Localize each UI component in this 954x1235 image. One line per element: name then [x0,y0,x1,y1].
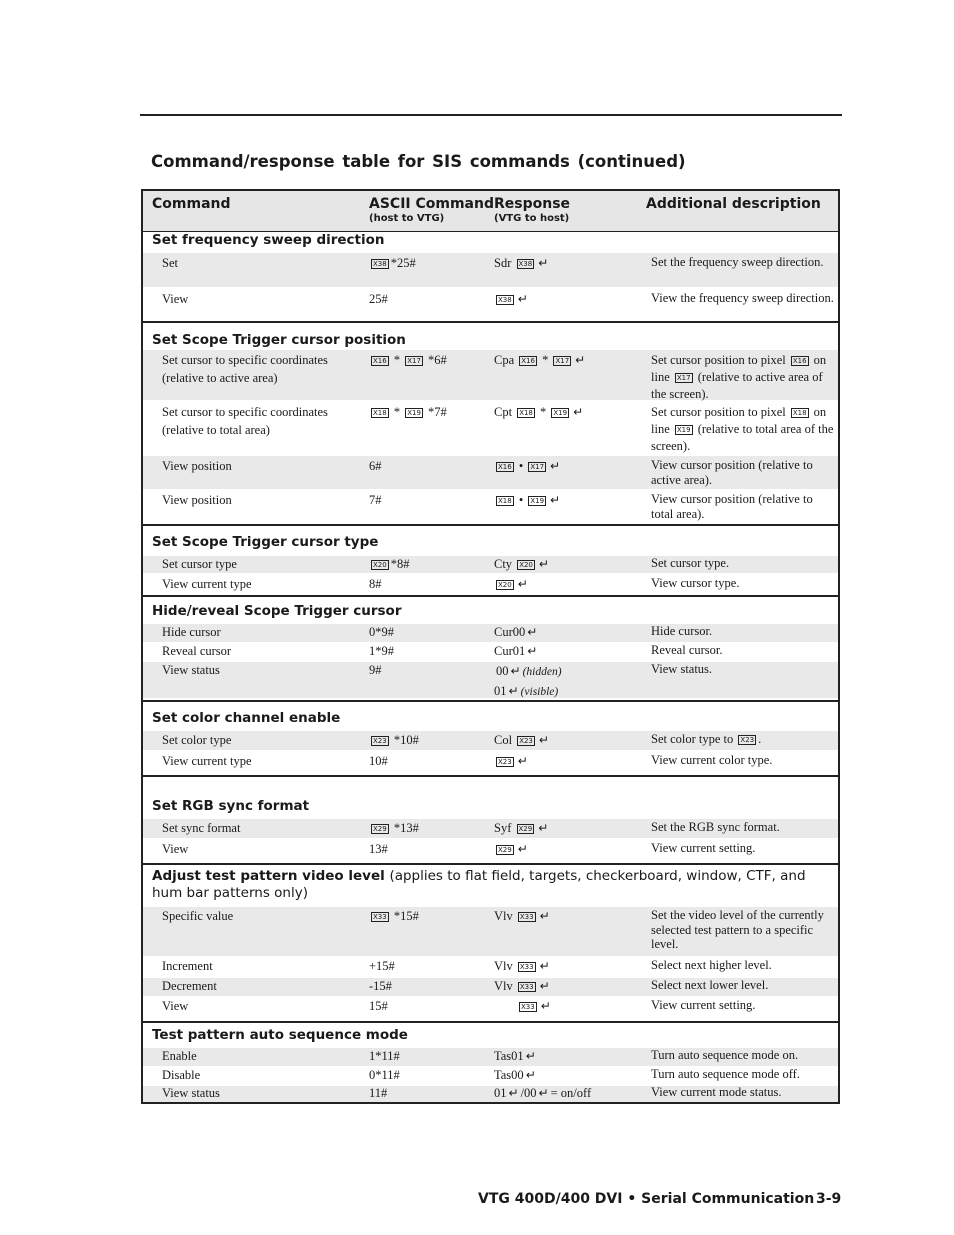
ascii-cell: X29 *13# [373,821,419,835]
variable-box: X29 [498,846,512,854]
header-response: Response [494,196,571,212]
return-icon: ↵ [538,733,549,747]
command-cell: Enable [162,1049,197,1063]
variable-box: X19 [553,409,568,417]
variable-box: X17 [676,374,691,382]
variable-box: X33 [521,1003,535,1011]
section-title-auto-sequence: Test pattern auto sequence mode [152,1027,408,1043]
ascii-cell: X38 *25# [373,256,416,270]
return-icon: ↵ [517,754,528,768]
page-number: 3-9 [816,1191,842,1207]
response-cell: Tas00 ↵ [494,1068,536,1082]
table-row [143,556,838,573]
variable-box: X19 [407,409,421,417]
command-cell: Disable [162,1068,201,1082]
section-title-hide-reveal: Hide/reveal Scope Trigger cursor [152,603,402,619]
table-row [143,1048,838,1066]
response-cell [494,753,530,769]
section-title-rgb-sync: Set RGB sync format [152,798,310,814]
command-cell: Set [162,256,178,270]
command-cell: View [162,292,189,306]
return-icon: ↵ [508,1086,519,1100]
return-icon: ↵ [538,557,549,571]
table-row [143,819,838,838]
table-row [143,576,838,593]
description-cell: Select next higher level. [651,958,772,972]
page-title: Command/response table for SIS commands (continued) [151,152,686,171]
response-cell: Vlv X33 ↵ [494,909,550,923]
variable-box: X38 [518,260,533,268]
table-row [143,662,838,698]
description-cell: View current mode status. [651,1085,782,1099]
variable-box: X33 [519,913,534,921]
header-additional-description: Additional description [646,196,821,212]
command-cell: Set sync format [162,821,241,835]
return-icon: ↵ [525,1068,536,1082]
command-cell: Set cursor to specific coordinates (relative to total area) [162,405,328,437]
table-row [143,456,838,489]
ascii-cell: 9# [369,663,382,677]
response-cell: Cur00 ↵ [494,625,538,639]
header-command: Command [152,196,231,212]
section-title-color-channel: Set color channel enable [152,710,341,726]
return-icon: ↵ [538,1086,549,1100]
variable-box: X33 [519,963,534,971]
footer-title: VTG 400D/400 DVI • Serial Communication [478,1191,815,1207]
response-cell: Col X23 ↵ [494,733,549,747]
command-cell: View current type [162,577,252,591]
table-header [143,191,838,232]
command-cell: Increment [162,959,213,973]
ascii-cell: -15# [369,979,392,993]
section-divider [143,700,838,702]
description-cell: View cursor position (relative to active area). [651,458,813,487]
variable-box: X33 [519,983,534,991]
header-ascii-command: ASCII Command [369,196,494,212]
return-icon: ↵ [527,625,538,639]
description-cell: Set the video level of the currently selected test pattern to a specific level. [651,908,824,951]
table-row [143,490,838,523]
section-divider [143,321,838,323]
ascii-cell: X33 *15# [373,909,419,923]
variable-box: X16 [521,357,535,365]
variable-box: X38 [498,296,512,304]
command-cell: Set cursor to specific coordinates (relative to active area) [162,353,328,385]
return-icon: ↵ [539,909,550,923]
response-cell: 01 ↵ /00 ↵ = on/off [494,1086,592,1100]
variable-box: X20 [519,561,533,569]
command-cell: View [162,999,189,1013]
variable-box: X33 [373,913,387,921]
description-cell: Set cursor type. [651,556,730,570]
variable-box: X18 [792,409,807,417]
variable-box: X23 [373,737,387,745]
return-icon: ↵ [517,577,528,591]
table-row [143,350,838,400]
response-cell: Syf X29 ↵ [494,821,549,835]
description-cell: Hide cursor. [651,624,713,638]
variable-box: X20 [373,561,387,569]
response-cell: Sdr X38 ↵ [494,256,549,270]
ascii-cell: 8# [369,577,382,591]
description-cell: View current setting. [651,841,756,855]
section-title-frequency-sweep: Set frequency sweep direction [152,232,385,248]
return-icon: ↵ [550,459,561,473]
response-cell: X16 • X17 ↵ [498,459,561,473]
return-icon: ↵ [540,999,551,1013]
response-cell: Cpa X16 * X17 ↵ [494,353,586,367]
command-cell: View position [162,459,232,473]
response-cell: 00 ↵ (hidden) 01 ↵ (visible) [494,662,562,702]
ascii-cell: 25# [369,292,388,306]
command-cell: Set cursor type [162,557,237,571]
return-icon: ↵ [539,979,550,993]
variable-box: X18 [373,409,387,417]
ascii-cell: 0*9# [369,625,394,639]
response-cell [494,841,530,857]
table-row [143,1086,838,1102]
table-row [143,731,838,750]
section-divider [143,863,838,865]
response-cell: Cpt X18 * X19 ↵ [494,405,584,419]
header-ascii-sub: (host to VTG) [369,213,445,224]
command-cell: Specific value [162,909,234,923]
variable-box: X29 [373,825,387,833]
variable-box: X17 [530,463,545,471]
variable-box: X19 [676,426,691,434]
table-row [143,289,838,321]
description-cell: View status. [651,662,713,676]
table-row [143,402,838,452]
response-cell [494,291,530,307]
ascii-cell: +15# [369,959,395,973]
description-cell: Set cursor position to pixel X18 on line X19 (relative to total area of the screen). [651,405,834,453]
command-cell: Reveal cursor [162,644,232,658]
table-row [143,1067,838,1085]
variable-box: X16 [498,463,512,471]
section-divider [143,524,838,526]
ascii-cell: 15# [369,999,388,1013]
response-cell [517,998,553,1014]
return-icon: ↵ [539,959,550,973]
response-cell [494,576,530,592]
command-cell: Set color type [162,733,232,747]
variable-box: X17 [555,357,570,365]
return-icon: ↵ [508,684,519,698]
ascii-cell: X16 * X17 *6# [373,353,447,367]
command-cell: View current type [162,754,252,768]
ascii-cell: 6# [369,459,382,473]
response-cell: Vlv X33 ↵ [494,959,550,973]
ascii-cell: 7# [369,493,382,507]
return-icon: ↵ [550,493,561,507]
variable-box: X16 [792,357,807,365]
ascii-cell: 11# [369,1086,388,1100]
table-row [143,907,838,956]
variable-box: X23 [740,736,755,744]
table-row [143,752,838,771]
table-row [143,840,838,859]
ascii-cell: 0*11# [369,1068,400,1082]
sis-command-table [141,189,840,1104]
section-divider [143,595,838,597]
ascii-cell: 1*11# [369,1049,400,1063]
return-icon: ↵ [527,644,538,658]
return-icon: ↵ [575,353,586,367]
section-title-cursor-position: Set Scope Trigger cursor position [152,332,406,348]
description-cell: Set the frequency sweep direction. [651,255,824,269]
table-row [143,998,838,1016]
description-cell: Turn auto sequence mode on. [651,1048,799,1062]
return-icon: ↵ [538,256,549,270]
description-cell: Set color type to X23 . [651,732,762,746]
command-cell: Hide cursor [162,625,221,639]
description-cell: Turn auto sequence mode off. [651,1067,800,1081]
table-row [143,253,838,287]
description-cell: View current color type. [651,753,773,767]
variable-box: X18 [498,497,512,505]
ascii-cell: X18 * X19 *7# [373,405,447,419]
section-title-note: (applies to flat field, targets, checkerboard, window, CTF, and hum bar patterns only) [152,868,806,901]
command-cell: View [162,842,189,856]
response-cell: Tas01 ↵ [494,1049,536,1063]
command-cell: View status [162,663,220,677]
ascii-cell: 13# [369,842,388,856]
section-divider [143,1021,838,1023]
return-icon: ↵ [510,664,521,678]
response-cell: X18 • X19 ↵ [498,493,561,507]
return-icon: ↵ [538,821,549,835]
description-cell: Select next lower level. [651,978,769,992]
variable-box: X20 [498,581,512,589]
response-cell: Vlv X33 ↵ [494,979,550,993]
section-title-video-level: Adjust test pattern video level (applies to flat field, targets, checkerboard, window, CTF, and hum bar patterns only) [152,868,806,901]
command-cell: View status [162,1086,220,1100]
top-rule [140,114,842,116]
return-icon: ↵ [517,292,528,306]
description-cell: View current setting. [651,998,756,1012]
description-cell: Set cursor position to pixel X16 on line X17 (relative to active area of the screen). [651,353,827,401]
ascii-cell: 10# [369,754,388,768]
header-response-sub: (VTG to host) [494,213,570,224]
return-icon: ↵ [517,842,528,856]
description-cell: Reveal cursor. [651,643,723,657]
variable-box: X16 [373,357,387,365]
section-divider [143,775,838,777]
variable-box: X17 [407,357,421,365]
variable-box: X23 [519,737,533,745]
command-cell: Decrement [162,979,217,993]
table-row [143,978,838,996]
variable-box: X38 [373,260,387,268]
section-title-cursor-type: Set Scope Trigger cursor type [152,534,379,550]
variable-box: X18 [519,409,533,417]
variable-box: X23 [498,758,512,766]
table-row [143,643,838,661]
return-icon: ↵ [573,405,584,419]
variable-box: X29 [518,825,533,833]
table-row [143,624,838,642]
ascii-cell: 1*9# [369,644,394,658]
table-row [143,958,838,976]
description-cell: Set the RGB sync format. [651,820,780,834]
variable-box: X19 [530,497,545,505]
response-cell: Cty X20 ↵ [494,557,549,571]
description-cell: View cursor position (relative to total area). [651,492,813,521]
return-icon: ↵ [525,1049,536,1063]
response-cell: Cur01 ↵ [494,644,538,658]
ascii-cell: X20 *8# [373,557,410,571]
command-cell: View position [162,493,232,507]
description-cell: View the frequency sweep direction. [651,291,834,305]
ascii-cell: X23 *10# [373,733,419,747]
description-cell: View cursor type. [651,576,740,590]
